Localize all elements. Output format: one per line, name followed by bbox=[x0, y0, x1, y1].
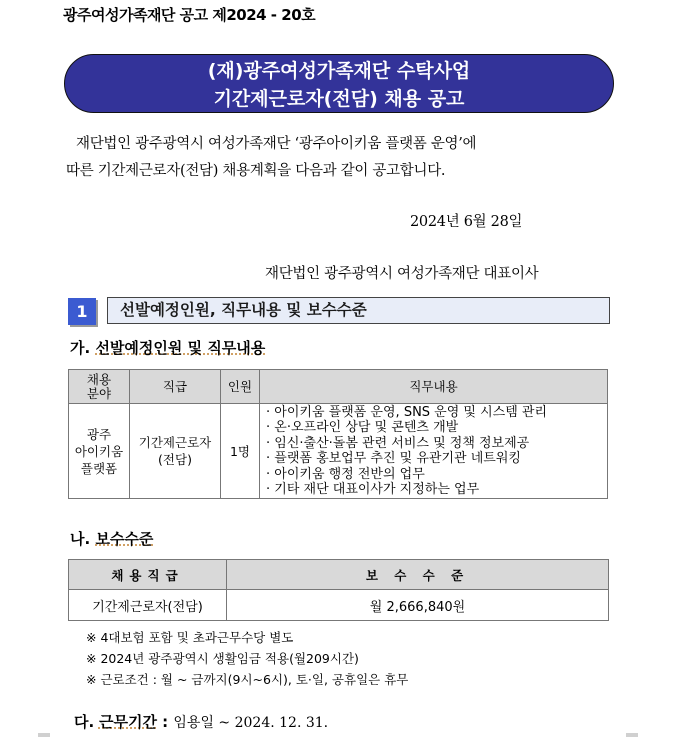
subsection-b-heading bbox=[70, 528, 153, 549]
subsection-c-separator: : bbox=[156, 713, 174, 731]
col-header-duties: 직무내용 bbox=[260, 370, 608, 404]
subsection-b-title: 보수수준 bbox=[95, 530, 154, 548]
intro-line1: 재단법인 광주광역시 여성가족재단 ‘광주아이키움 플랫폼 운영’에 bbox=[76, 136, 477, 152]
col-header-count: 인원 bbox=[221, 370, 260, 404]
table-row bbox=[69, 404, 608, 499]
intro-paragraph bbox=[66, 131, 616, 185]
cell-duties bbox=[260, 404, 608, 499]
duty-item: · 아이키움 플랫폼 운영, SNS 운영 및 시스템 관리 bbox=[266, 405, 548, 420]
intro-line2: 따른 기간제근로자(전담) 채용계획을 다음과 같이 공고합니다. bbox=[66, 163, 446, 179]
notice-date: 2024년 6월 28일 bbox=[410, 214, 523, 230]
pay-table bbox=[68, 559, 609, 621]
work-period-value: 임용일 ~ 2024. 12. 31. bbox=[173, 715, 329, 731]
signer: 재단법인 광주광역시 여성가족재단 대표이사 bbox=[265, 266, 539, 282]
banner-title-line1: (재)광주여성가족재단 수탁사업 bbox=[207, 60, 471, 82]
duty-item: · 임신·출산·돌봄 관련 서비스 및 정책 정보제공 bbox=[266, 435, 530, 451]
cell-field: 광주 아이키움 플랫폼 bbox=[69, 404, 130, 499]
section-title: 선발예정인원, 직무내용 및 보수수준 bbox=[107, 297, 610, 324]
title-banner bbox=[64, 54, 614, 113]
duty-item: · 플랫폼 홍보업무 추진 및 유관기관 네트워킹 bbox=[266, 451, 521, 467]
subsection-c-prefix: 다. bbox=[74, 713, 95, 731]
recruitment-table bbox=[68, 369, 608, 499]
note-item: ※ 4대보험 포함 및 초과근무수당 별도 bbox=[86, 630, 294, 645]
cell-count: 1명 bbox=[221, 404, 260, 499]
pay-notes bbox=[86, 627, 408, 690]
banner-title-line2: 기간제근로자(전담) 채용 공고 bbox=[213, 88, 465, 110]
col-header-pay-level: 보 수 수 준 bbox=[227, 560, 609, 590]
page-corner-marker-left bbox=[38, 733, 50, 737]
subsection-a-heading bbox=[70, 337, 265, 358]
col-header-grade: 직급 bbox=[130, 370, 221, 404]
doc-number: 광주여성가족재단 공고 제2024 - 20호 bbox=[63, 6, 316, 24]
col-header-field: 채용 분야 bbox=[69, 370, 130, 404]
section-number-badge: 1 bbox=[68, 298, 96, 325]
page-corner-marker-right bbox=[626, 733, 638, 737]
duty-item: · 아이키움 행정 전반의 업무 bbox=[266, 466, 425, 482]
col-header-pay-grade: 채용직급 bbox=[69, 560, 227, 590]
subsection-a-prefix: 가. bbox=[70, 339, 91, 357]
cell-pay-grade: 기간제근로자(전담) bbox=[69, 590, 227, 621]
cell-pay-amount: 월 2,666,840원 bbox=[227, 590, 609, 621]
subsection-a-title: 선발예정인원 및 직무내용 bbox=[95, 339, 266, 357]
subsection-c-heading bbox=[74, 711, 328, 732]
subsection-b-prefix: 나. bbox=[70, 530, 91, 548]
cell-grade: 기간제근로자 (전담) bbox=[130, 404, 221, 499]
table-row bbox=[69, 590, 609, 621]
note-item: ※ 근로조건 : 월 ~ 금까지(9시~6시), 토·일, 공휴일은 휴무 bbox=[86, 672, 409, 687]
note-item: ※ 2024년 광주광역시 생활임금 적용(월209시간) bbox=[86, 651, 359, 666]
subsection-c-title: 근무기간 bbox=[98, 713, 157, 731]
duty-item: · 온·오프라인 상담 및 콘텐츠 개발 bbox=[266, 420, 459, 436]
duty-item: · 기타 재단 대표이사가 지정하는 업무 bbox=[266, 482, 480, 498]
